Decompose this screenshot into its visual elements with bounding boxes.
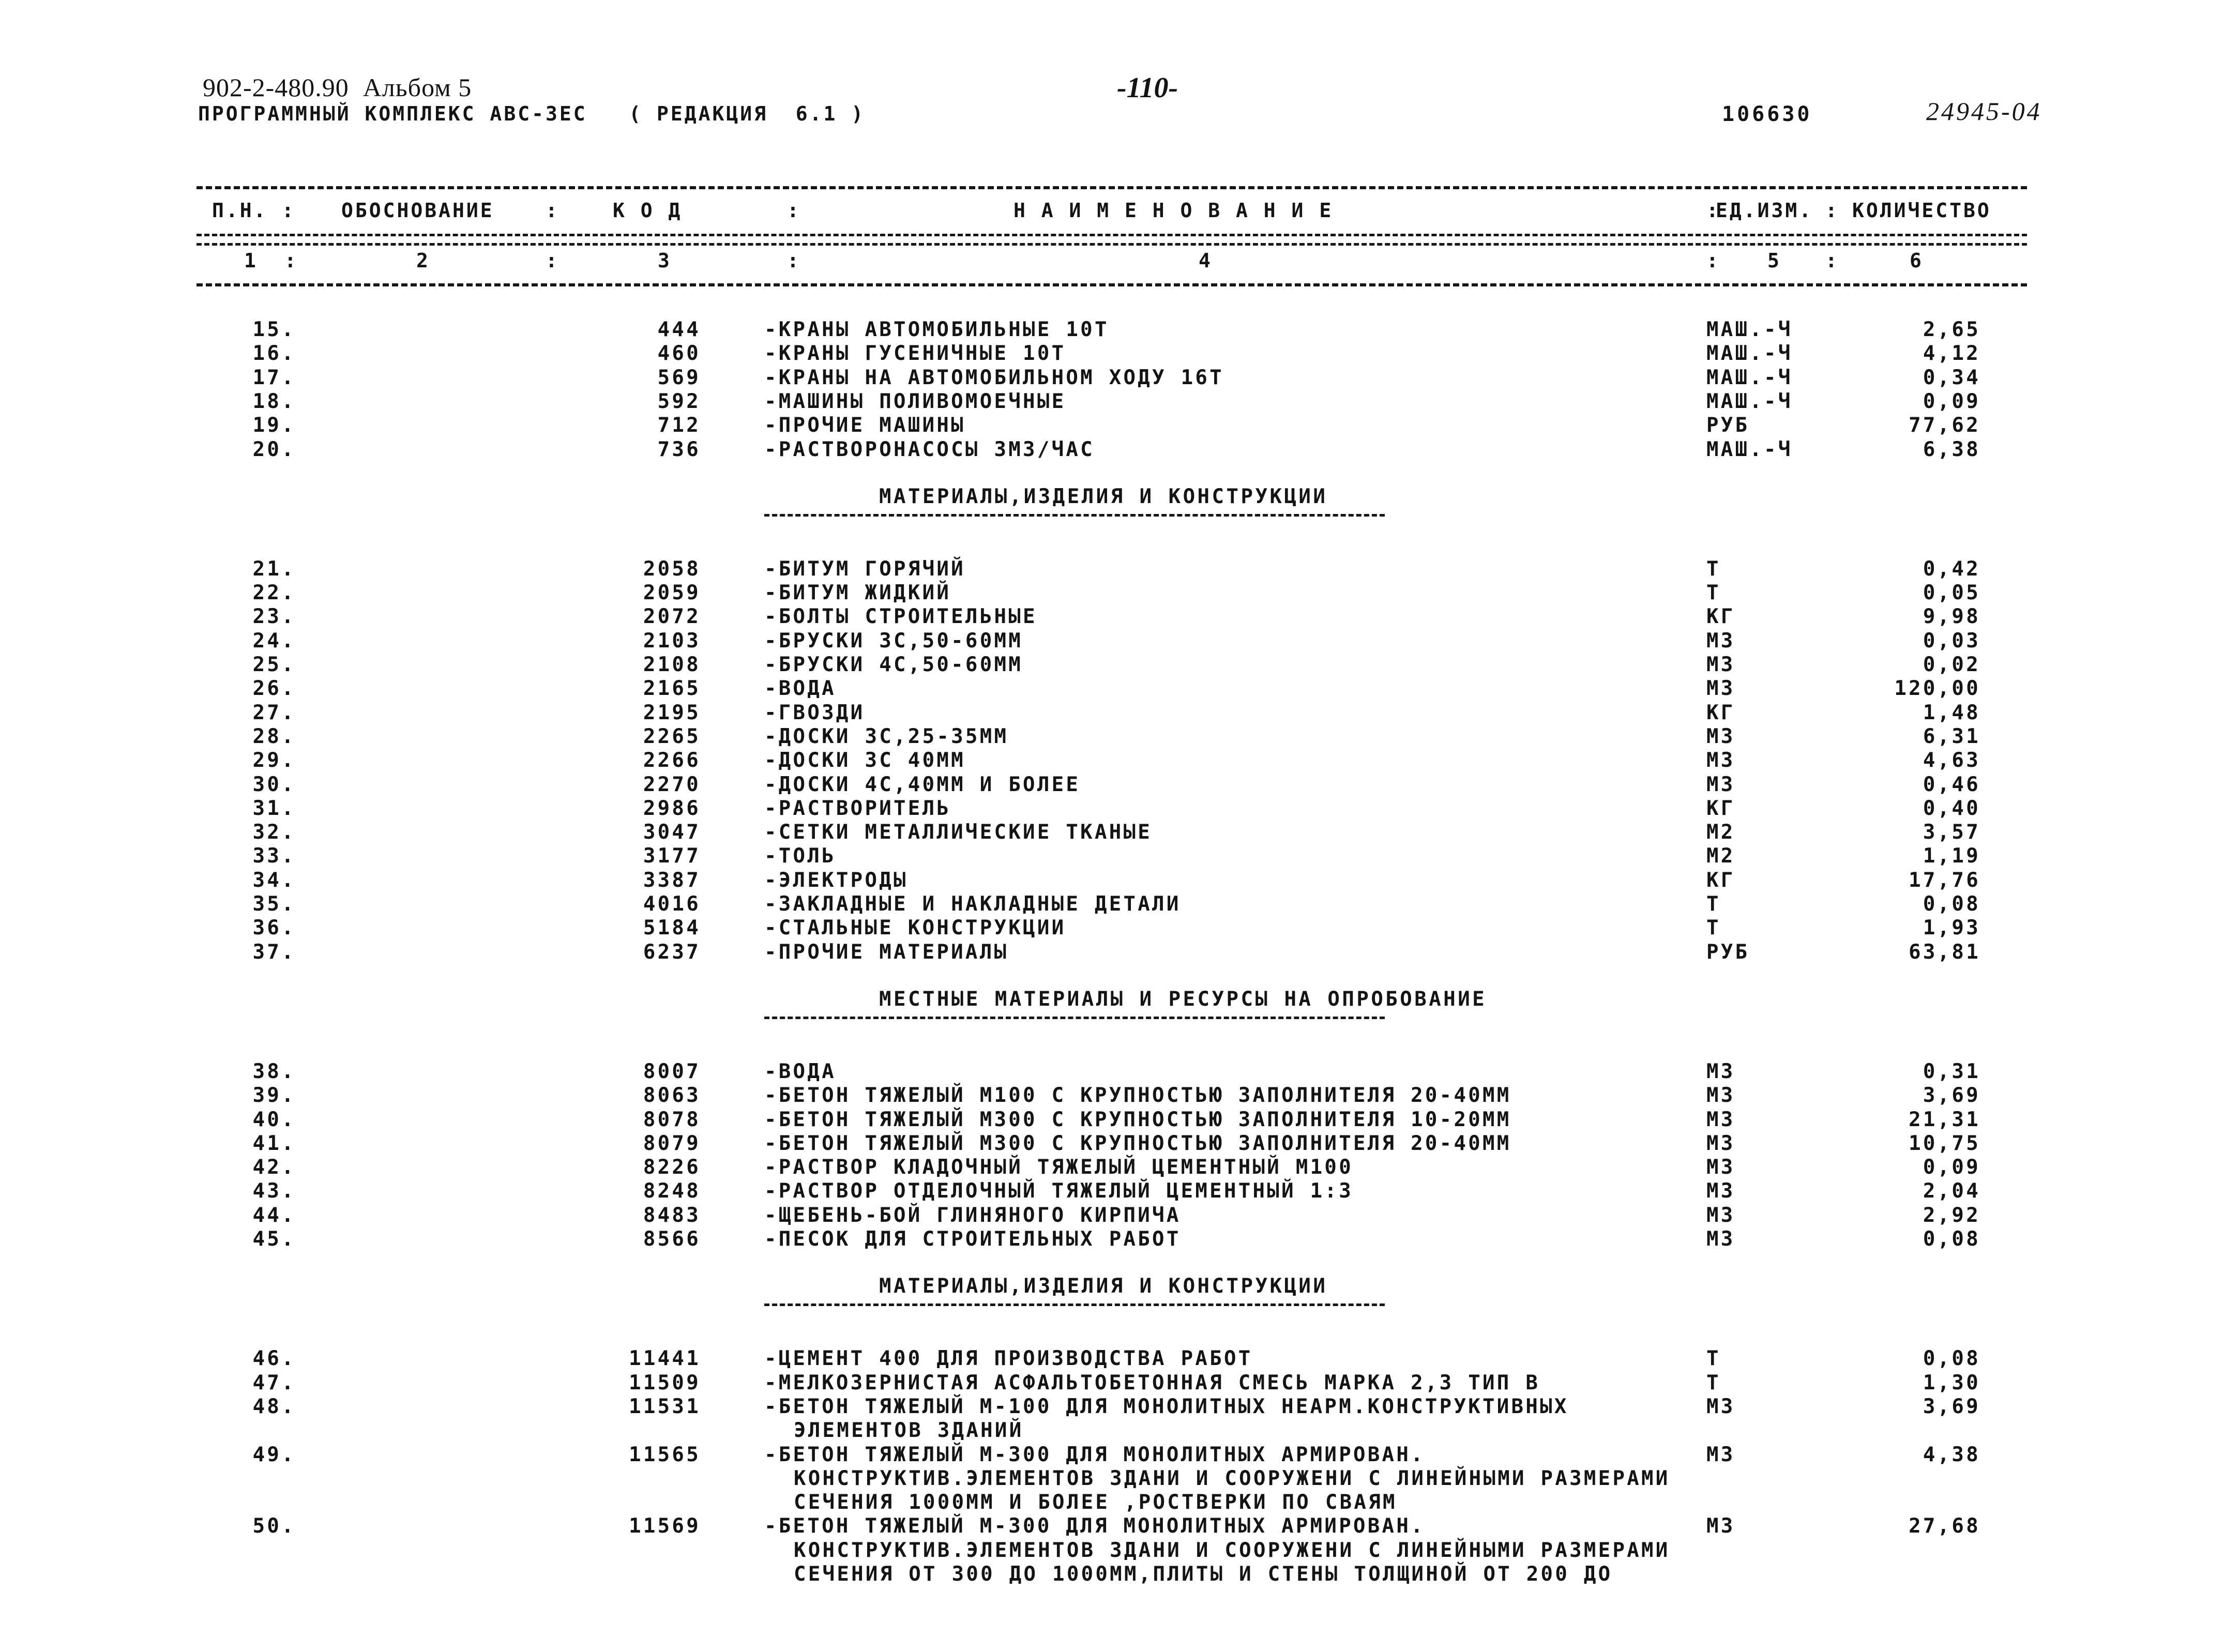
table-row — [0, 366, 2239, 390]
table-row — [0, 342, 2239, 366]
row-code: 2059 — [643, 581, 701, 605]
row-name: -БЕТОН ТЯЖЕЛЫЙ М-100 ДЛЯ МОНОЛИТНЫХ НЕАРМ.КОНСТРУКТИВНЫХ — [764, 1395, 1569, 1418]
col-number-3: 3 — [658, 249, 672, 272]
table-row — [0, 438, 2239, 462]
row-unit: МАШ.-Ч — [1706, 318, 1793, 341]
row-code: 11509 — [629, 1371, 701, 1395]
row-unit: Т — [1706, 892, 1721, 916]
row-quantity: 2,65 — [1923, 318, 1980, 341]
row-number: 39. — [252, 1084, 296, 1108]
row-quantity: 0,42 — [1923, 557, 1980, 581]
row-name: -РАСТВОРИТЕЛЬ — [764, 796, 951, 820]
row-number: 38. — [252, 1059, 296, 1083]
row-unit: М3 — [1706, 1059, 1735, 1083]
table-row — [0, 1227, 2239, 1251]
row-code: 8483 — [643, 1203, 701, 1227]
row-unit: М3 — [1706, 1514, 1735, 1538]
row-name: -БЕТОН ТЯЖЕЛЫЙ М300 С КРУПНОСТЬЮ ЗАПОЛНИТЕЛЯ 20-40ММ — [764, 1131, 1511, 1155]
row-unit: М3 — [1706, 1084, 1735, 1108]
row-number: 18. — [252, 389, 296, 413]
row-name: -БИТУМ ГОРЯЧИЙ — [764, 557, 965, 581]
table-row — [0, 414, 2239, 437]
row-quantity: 120,00 — [1894, 677, 1980, 701]
row-code: 8566 — [643, 1227, 701, 1251]
row-name: -БРУСКИ 4С,50-60ММ — [764, 653, 1023, 676]
row-number: 35. — [252, 892, 296, 916]
row-code: 8079 — [643, 1131, 701, 1155]
col-separator: : — [546, 199, 557, 222]
table-row — [0, 629, 2239, 653]
row-number: 15. — [252, 318, 296, 341]
col-header-name: Н А И М Е Н О В А Н И Е — [1013, 199, 1334, 222]
row-number: 44. — [252, 1203, 296, 1227]
table-row — [0, 1108, 2239, 1132]
row-quantity: 1,30 — [1923, 1371, 1980, 1395]
row-code: 8063 — [643, 1084, 701, 1108]
row-name: -ВОДА — [764, 677, 836, 701]
table-row — [0, 869, 2239, 892]
row-code: 2986 — [643, 796, 701, 820]
row-number: 30. — [252, 772, 296, 796]
row-code: 8007 — [643, 1059, 701, 1083]
program-title: ПРОГРАММНЫЙ КОМПЛЕКС АВС-3ЕС ( РЕДАКЦИЯ 6.1 ) — [198, 102, 866, 125]
table-row — [0, 1084, 2239, 1108]
col-separator: : — [787, 249, 799, 272]
row-number: 41. — [252, 1131, 296, 1155]
row-unit: М3 — [1706, 1131, 1735, 1155]
row-quantity: 27,68 — [1909, 1514, 1980, 1538]
row-name: -БОЛТЫ СТРОИТЕЛЬНЫЕ — [764, 605, 1037, 629]
row-code: 6237 — [643, 940, 701, 964]
col-separator: : — [282, 199, 294, 222]
row-unit: М3 — [1706, 653, 1735, 676]
row-name-continuation-text: КОНСТРУКТИВ.ЭЛЕМЕНТОВ ЗДАНИ И СООРУЖЕНИ С ЛИНЕЙНЫМИ РАЗМЕРАМИ — [794, 1538, 1670, 1562]
col-header-code: К О Д — [613, 199, 683, 222]
header-rule-bottom — [196, 283, 2027, 286]
col-number-5: 5 — [1767, 249, 1781, 272]
row-number: 46. — [252, 1347, 296, 1371]
row-unit: МАШ.-Ч — [1706, 366, 1793, 389]
row-code: 11569 — [629, 1514, 701, 1538]
page-number: -110- — [1117, 72, 1178, 104]
row-code: 460 — [657, 342, 701, 366]
row-quantity: 77,62 — [1909, 414, 1980, 437]
inventory-stamp: 24945-04 — [1926, 97, 2042, 126]
row-name: -ДОСКИ 4С,40ММ И БОЛЕЕ — [764, 772, 1081, 796]
row-unit: М3 — [1706, 1156, 1735, 1179]
row-number: 45. — [252, 1227, 296, 1251]
row-quantity: 0,08 — [1923, 1227, 1980, 1251]
row-quantity: 9,98 — [1923, 605, 1980, 629]
row-code: 11441 — [629, 1347, 701, 1371]
row-code: 736 — [657, 437, 701, 461]
row-unit: М3 — [1706, 1395, 1735, 1418]
col-header-basis: ОБОСНОВАНИЕ — [341, 199, 494, 222]
row-quantity: 0,09 — [1923, 1156, 1980, 1179]
row-name: -МЕЛКОЗЕРНИСТАЯ АСФАЛЬТОБЕТОННАЯ СМЕСЬ МАРКА 2,3 ТИП В — [764, 1371, 1540, 1395]
col-number-2: 2 — [416, 249, 430, 272]
row-number: 42. — [252, 1156, 296, 1179]
row-unit: КГ — [1706, 868, 1735, 892]
table-row — [0, 1060, 2239, 1084]
row-quantity: 0,05 — [1923, 581, 1980, 605]
col-header-qty: КОЛИЧЕСТВО — [1852, 199, 1991, 222]
row-name: -БЕТОН ТЯЖЕЛЫЙ М-300 ДЛЯ МОНОЛИТНЫХ АРМИРОВАН. — [764, 1514, 1425, 1538]
col-separator: : — [1825, 249, 1837, 272]
row-unit: М3 — [1706, 1179, 1735, 1203]
row-name: -ЩЕБЕНЬ-БОЙ ГЛИНЯНОГО КИРПИЧА — [764, 1203, 1181, 1227]
row-quantity: 0,46 — [1923, 772, 1980, 796]
table-row — [0, 773, 2239, 797]
row-unit: М3 — [1706, 629, 1735, 653]
table-row — [0, 892, 2239, 916]
col-separator: : — [546, 249, 557, 272]
col-separator: : — [787, 199, 799, 222]
row-code: 8078 — [643, 1108, 701, 1131]
row-quantity: 3,69 — [1923, 1084, 1980, 1108]
row-quantity: 3,69 — [1923, 1395, 1980, 1418]
row-name: -ЦЕМЕНТ 400 ДЛЯ ПРОИЗВОДСТВА РАБОТ — [764, 1347, 1253, 1371]
row-number: 48. — [252, 1395, 296, 1418]
col-separator: : — [1706, 249, 1718, 272]
row-code: 2108 — [643, 653, 701, 676]
row-name-continuation-text: СЕЧЕНИЯ 1000ММ И БОЛЕЕ ,РОСТВЕРКИ ПО СВАЯМ — [794, 1491, 1397, 1514]
col-separator: : — [284, 249, 296, 272]
row-quantity: 0,08 — [1923, 892, 1980, 916]
row-unit: КГ — [1706, 605, 1735, 629]
row-name: -СЕТКИ МЕТАЛЛИЧЕСКИЕ ТКАНЫЕ — [764, 821, 1153, 844]
table-row — [0, 1514, 2239, 1538]
row-quantity: 2,04 — [1923, 1179, 1980, 1203]
table-row — [0, 701, 2239, 725]
row-code: 3047 — [643, 821, 701, 844]
table-row — [0, 844, 2239, 868]
section-title: МАТЕРИАЛЫ,ИЗДЕЛИЯ И КОНСТРУКЦИИ — [879, 1275, 1328, 1298]
document-code: 902-2-480.90 Альбом 5 — [203, 73, 472, 102]
row-unit: МАШ.-Ч — [1706, 389, 1793, 413]
row-unit: МАШ.-Ч — [1706, 437, 1793, 461]
row-number: 47. — [252, 1371, 296, 1395]
row-name: -ПЕСОК ДЛЯ СТРОИТЕЛЬНЫХ РАБОТ — [764, 1227, 1181, 1251]
row-number: 20. — [252, 437, 296, 461]
row-name: -ТОЛЬ — [764, 844, 836, 868]
row-number: 31. — [252, 796, 296, 820]
table-row — [0, 581, 2239, 605]
row-quantity: 0,09 — [1923, 389, 1980, 413]
row-code: 2266 — [643, 749, 701, 772]
row-name: -КРАНЫ ГУСЕНИЧНЫЕ 10Т — [764, 342, 1066, 366]
row-name: -РАСТВОРОНАСОСЫ 3М3/ЧАС — [764, 437, 1095, 461]
table-row — [0, 677, 2239, 701]
row-code: 8248 — [643, 1179, 701, 1203]
table-row — [0, 653, 2239, 677]
row-name: -ЗАКЛАДНЫЕ И НАКЛАДНЫЕ ДЕТАЛИ — [764, 892, 1181, 916]
row-unit: РУБ — [1706, 414, 1750, 437]
header-rule-mid — [196, 234, 2027, 236]
row-code: 2270 — [643, 772, 701, 796]
row-name-continuation-text: КОНСТРУКТИВ.ЭЛЕМЕНТОВ ЗДАНИ И СООРУЖЕНИ С ЛИНЕЙНЫМИ РАЗМЕРАМИ — [794, 1466, 1670, 1490]
row-name: -МАШИНЫ ПОЛИВОМОЕЧНЫЕ — [764, 389, 1066, 413]
row-name: -ГВОЗДИ — [764, 701, 865, 724]
row-quantity: 3,57 — [1923, 821, 1980, 844]
row-number: 28. — [252, 724, 296, 748]
row-name: -СТАЛЬНЫЕ КОНСТРУКЦИИ — [764, 916, 1066, 940]
table-row — [0, 1179, 2239, 1203]
row-quantity: 0,31 — [1923, 1059, 1980, 1083]
table-row — [0, 916, 2239, 940]
row-code: 5184 — [643, 916, 701, 940]
row-code: 11565 — [629, 1443, 701, 1466]
row-code: 2165 — [643, 677, 701, 701]
row-unit: М2 — [1706, 844, 1735, 868]
row-name-continuation — [0, 1419, 2239, 1443]
row-unit: М3 — [1706, 724, 1735, 748]
row-name-continuation-text: СЕЧЕНИЯ ОТ 300 ДО 1000ММ,ПЛИТЫ И СТЕНЫ ТОЛЩИНОЙ ОТ 200 ДО — [794, 1563, 1613, 1586]
row-quantity: 4,38 — [1923, 1443, 1980, 1466]
row-unit: Т — [1706, 916, 1721, 940]
row-quantity: 0,02 — [1923, 653, 1980, 676]
row-quantity: 0,34 — [1923, 366, 1980, 389]
row-quantity: 0,40 — [1923, 796, 1980, 820]
row-unit: Т — [1706, 1347, 1721, 1371]
table-row — [0, 1371, 2239, 1395]
row-quantity: 17,76 — [1909, 868, 1980, 892]
row-quantity: 2,92 — [1923, 1203, 1980, 1227]
row-unit: М3 — [1706, 749, 1735, 772]
row-unit: М3 — [1706, 772, 1735, 796]
row-number: 36. — [252, 916, 296, 940]
row-quantity: 1,19 — [1923, 844, 1980, 868]
row-number: 23. — [252, 605, 296, 629]
row-quantity: 0,08 — [1923, 1347, 1980, 1371]
table-row — [0, 1204, 2239, 1227]
row-name: -БЕТОН ТЯЖЕЛЫЙ М100 С КРУПНОСТЬЮ ЗАПОЛНИТЕЛЯ 20-40ММ — [764, 1084, 1511, 1108]
row-quantity: 4,63 — [1923, 749, 1980, 772]
row-number: 24. — [252, 629, 296, 653]
row-quantity: 63,81 — [1909, 940, 1980, 964]
row-name: -ДОСКИ 3С,25-35ММ — [764, 724, 1009, 748]
row-unit: Т — [1706, 581, 1721, 605]
row-code: 2265 — [643, 724, 701, 748]
row-code: 11531 — [629, 1395, 701, 1418]
section-underline — [764, 1017, 1385, 1019]
section-underline — [764, 1304, 1385, 1306]
row-code: 2058 — [643, 557, 701, 581]
row-code: 2072 — [643, 605, 701, 629]
col-number-4: 4 — [1199, 249, 1213, 272]
row-name-continuation-text: ЭЛЕМЕНТОВ ЗДАНИЙ — [794, 1419, 1024, 1443]
row-number: 40. — [252, 1108, 296, 1131]
table-row — [0, 749, 2239, 772]
header-rule-top — [196, 186, 2027, 189]
row-number: 16. — [252, 342, 296, 366]
row-name: -БРУСКИ 3С,50-60ММ — [764, 629, 1023, 653]
row-unit: КГ — [1706, 701, 1735, 724]
row-name-continuation — [0, 1539, 2239, 1563]
table-row — [0, 1347, 2239, 1371]
table-row — [0, 1132, 2239, 1156]
row-number: 29. — [252, 749, 296, 772]
row-unit: Т — [1706, 1371, 1721, 1395]
document-number: 106630 — [1722, 102, 1812, 126]
col-number-1: 1 — [244, 249, 258, 272]
row-code: 4016 — [643, 892, 701, 916]
row-number: 19. — [252, 414, 296, 437]
row-quantity: 6,38 — [1923, 437, 1980, 461]
row-unit: М3 — [1706, 1203, 1735, 1227]
row-unit: МАШ.-Ч — [1706, 342, 1793, 366]
row-code: 592 — [657, 389, 701, 413]
table-row — [0, 557, 2239, 581]
table-row — [0, 1395, 2239, 1419]
row-number: 22. — [252, 581, 296, 605]
col-header-unit: ЕД.ИЗМ. — [1716, 199, 1813, 222]
row-code: 444 — [657, 318, 701, 341]
row-number: 21. — [252, 557, 296, 581]
row-name: -ДОСКИ 3С 40ММ — [764, 749, 965, 772]
table-row — [0, 318, 2239, 342]
table-row — [0, 1156, 2239, 1179]
row-code: 2103 — [643, 629, 701, 653]
row-code: 712 — [657, 414, 701, 437]
row-name: -ПРОЧИЕ МАТЕРИАЛЫ — [764, 940, 1009, 964]
col-separator: : — [1706, 199, 1718, 222]
table-row — [0, 725, 2239, 749]
section-title: МАТЕРИАЛЫ,ИЗДЕЛИЯ И КОНСТРУКЦИИ — [879, 484, 1328, 508]
row-quantity: 0,03 — [1923, 629, 1980, 653]
row-number: 27. — [252, 701, 296, 724]
row-name: -КРАНЫ НА АВТОМОБИЛЬНОМ ХОДУ 16Т — [764, 366, 1224, 389]
row-quantity: 21,31 — [1909, 1108, 1980, 1131]
table-row — [0, 941, 2239, 964]
row-name-continuation — [0, 1491, 2239, 1514]
section-title: МЕСТНЫЕ МАТЕРИАЛЫ И РЕСУРСЫ НА ОПРОБОВАНИЕ — [879, 987, 1487, 1011]
row-code: 8226 — [643, 1156, 701, 1179]
row-number: 34. — [252, 868, 296, 892]
row-unit: М3 — [1706, 1108, 1735, 1131]
col-separator: : — [1825, 199, 1837, 222]
row-name: -ЭЛЕКТРОДЫ — [764, 868, 908, 892]
row-name: -ПРОЧИЕ МАШИНЫ — [764, 414, 965, 437]
row-name: -РАСТВОР ОТДЕЛОЧНЫЙ ТЯЖЕЛЫЙ ЦЕМЕНТНЫЙ 1:3 — [764, 1179, 1353, 1203]
row-unit: Т — [1706, 557, 1721, 581]
row-number: 50. — [252, 1514, 296, 1538]
row-name: -БЕТОН ТЯЖЕЛЫЙ М300 С КРУПНОСТЬЮ ЗАПОЛНИТЕЛЯ 10-20ММ — [764, 1108, 1511, 1131]
row-unit: М3 — [1706, 1227, 1735, 1251]
row-unit: М3 — [1706, 1443, 1735, 1466]
section-underline — [764, 514, 1385, 517]
row-name-continuation — [0, 1467, 2239, 1491]
row-quantity: 1,48 — [1923, 701, 1980, 724]
row-quantity: 1,93 — [1923, 916, 1980, 940]
row-number: 25. — [252, 653, 296, 676]
row-name-continuation — [0, 1563, 2239, 1586]
col-header-pn: П.Н. — [212, 199, 268, 222]
row-code: 3387 — [643, 868, 701, 892]
table-row — [0, 1443, 2239, 1467]
row-name: -БИТУМ ЖИДКИЙ — [764, 581, 951, 605]
row-name: -БЕТОН ТЯЖЕЛЫЙ М-300 ДЛЯ МОНОЛИТНЫХ АРМИРОВАН. — [764, 1443, 1425, 1466]
header-rule-mid2 — [196, 243, 2027, 246]
row-number: 49. — [252, 1443, 296, 1466]
row-code: 2195 — [643, 701, 701, 724]
row-code: 569 — [657, 366, 701, 389]
row-number: 17. — [252, 366, 296, 389]
row-quantity: 6,31 — [1923, 724, 1980, 748]
table-row — [0, 821, 2239, 844]
row-unit: РУБ — [1706, 940, 1750, 964]
table-row — [0, 797, 2239, 821]
col-number-6: 6 — [1910, 249, 1924, 272]
row-unit: КГ — [1706, 796, 1735, 820]
row-quantity: 10,75 — [1909, 1131, 1980, 1155]
table-row — [0, 605, 2239, 629]
row-unit: М3 — [1706, 677, 1735, 701]
row-name: -ВОДА — [764, 1059, 836, 1083]
row-number: 32. — [252, 821, 296, 844]
row-name: -КРАНЫ АВТОМОБИЛЬНЫЕ 10Т — [764, 318, 1109, 341]
table-row — [0, 390, 2239, 414]
row-number: 33. — [252, 844, 296, 868]
row-code: 3177 — [643, 844, 701, 868]
row-number: 26. — [252, 677, 296, 701]
row-number: 37. — [252, 940, 296, 964]
row-unit: М2 — [1706, 821, 1735, 844]
row-quantity: 4,12 — [1923, 342, 1980, 366]
row-number: 43. — [252, 1179, 296, 1203]
row-name: -РАСТВОР КЛАДОЧНЫЙ ТЯЖЕЛЫЙ ЦЕМЕНТНЫЙ М100 — [764, 1156, 1353, 1179]
